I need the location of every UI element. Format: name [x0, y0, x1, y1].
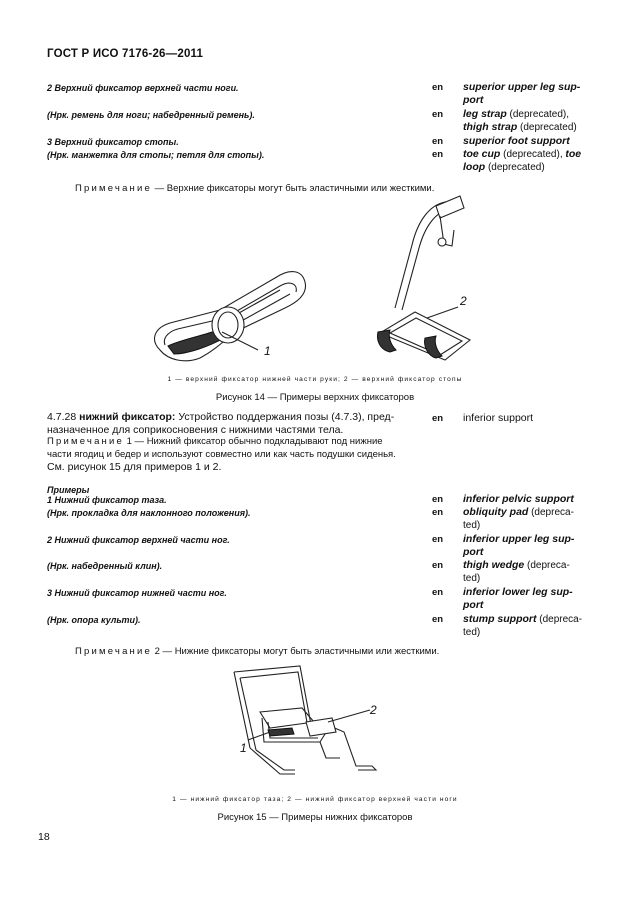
term-en: [463, 81, 585, 107]
deprecated-note: ted): [463, 627, 481, 638]
term-lang: en: [432, 109, 444, 120]
term-ru: (Нрк. набедренный клин).: [47, 561, 163, 571]
term-lang: en: [432, 149, 444, 160]
term-en: [463, 533, 585, 559]
english-term: port: [463, 546, 484, 558]
figure-15-caption: Рисунок 15 — Примеры нижних фиксаторов: [217, 812, 413, 823]
english-term: inferior upper leg sup-: [463, 533, 575, 545]
section-note-line-1: [47, 436, 417, 449]
deprecated-note: (deprecated),: [506, 109, 570, 120]
term-en: [463, 613, 585, 639]
wheelchair-seat-illustration: [234, 666, 376, 774]
term-ru: 2 Верхний фиксатор верхней части ноги.: [47, 83, 239, 93]
figure-15-drawing: [220, 662, 400, 792]
section-4-7-28: [47, 411, 417, 474]
english-term: superior upper leg sup-: [463, 81, 581, 93]
term-lang: en: [432, 507, 444, 518]
english-term: toe cup: [463, 148, 501, 160]
figure-14-label-1: 1: [264, 344, 271, 358]
english-term: port: [463, 599, 484, 611]
english-term: loop: [463, 161, 486, 173]
term-en: [463, 493, 585, 506]
english-term: obliquity pad: [463, 506, 529, 518]
term-lang: en: [432, 494, 444, 505]
figure-15-label-2: 2: [370, 703, 377, 717]
deprecated-note: (deprecated),: [500, 149, 566, 160]
term-en: [463, 586, 585, 612]
note-prefix: Примечание: [47, 436, 124, 448]
section-term: нижний фиксатор:: [79, 411, 176, 423]
figure-15-label-1: 1: [240, 741, 247, 755]
term-ru: 1 Нижний фиксатор таза.: [47, 495, 167, 505]
section-lang: en: [432, 413, 444, 424]
forearm-support-illustration: [155, 272, 306, 361]
definition-text: Устройство поддержания позы (4.7.3), пред-: [175, 411, 395, 423]
figure-14-key: 1 — верхний фиксатор нижней части руки; 2 — верхний фиксатор стопы: [167, 376, 463, 383]
deprecated-note: ted): [463, 573, 481, 584]
definition-line-2: назначенное для соприкосновения с нижними частями тела.: [47, 423, 344, 436]
figure-15-key: 1 — нижний фиксатор таза; 2 — нижний фиксатор верхней части ноги: [172, 796, 458, 803]
figure-14-label-2: 2: [460, 294, 467, 308]
note-text: — Верхние фиксаторы могут быть эластичными или жесткими.: [152, 183, 435, 194]
page-number: 18: [38, 831, 50, 843]
deprecated-note: (deprecated): [517, 122, 577, 133]
english-term: thigh wedge: [463, 559, 525, 571]
term-lang: en: [432, 82, 444, 93]
section-number: 4.7.28: [47, 411, 80, 423]
section-en: inferior support: [463, 412, 534, 424]
deprecated-note: (depreca-: [528, 507, 574, 518]
term-lang: en: [432, 534, 444, 545]
note-text: 2 — Нижние фиксаторы могут быть эластичными или жесткими.: [152, 646, 440, 657]
english-term: thigh strap: [463, 121, 518, 133]
term-ru: (Нрк. ремень для ноги; набедренный ремень).: [47, 110, 255, 120]
note-prefix: Примечание: [75, 646, 152, 657]
term-ru: 3 Верхний фиксатор стопы.: [47, 137, 179, 147]
section-note-line-3: См. рисунок 15 для примеров 1 и 2.: [47, 461, 222, 474]
figure-14-drawing: [140, 190, 490, 375]
term-en: [463, 148, 585, 174]
deprecated-note: (deprecated): [485, 162, 545, 173]
section-note-line-2: части ягодиц и бедер и используют совместно или как часть подушки сиденья.: [47, 448, 396, 460]
note-2: [75, 646, 439, 658]
term-lang: en: [432, 560, 444, 571]
term-en: [463, 135, 585, 148]
term-ru: 2 Нижний фиксатор верхней части ног.: [47, 535, 230, 545]
term-ru: (Нрк. манжетка для стопы; петля для стопы).: [47, 150, 265, 160]
english-term: toe: [565, 148, 582, 160]
deprecated-note: (depreca-: [536, 614, 583, 625]
foot-support-illustration: [378, 196, 471, 360]
deprecated-note: (depreca-: [524, 560, 570, 571]
document-header: ГОСТ Р ИСО 7176-26—2011: [47, 48, 204, 60]
term-ru: (Нрк. прокладка для наклонного положения).: [47, 508, 251, 518]
term-lang: en: [432, 614, 444, 625]
english-term: inferior lower leg sup-: [463, 586, 573, 598]
term-en: [463, 559, 585, 585]
term-en: [463, 108, 585, 134]
term-lang: en: [432, 587, 444, 598]
english-term: port: [463, 94, 484, 106]
term-ru: 3 Нижний фиксатор нижней части ног.: [47, 588, 227, 598]
english-term: superior foot support: [463, 135, 570, 147]
term-ru: (Нрк. опора культи).: [47, 615, 141, 625]
examples-heading: Примеры: [47, 485, 90, 495]
deprecated-note: ted): [463, 520, 481, 531]
term-lang: en: [432, 136, 444, 147]
figure-14-caption: Рисунок 14 — Примеры верхних фиксаторов: [215, 392, 415, 403]
note-prefix: Примечание: [75, 183, 152, 194]
english-term: stump support: [463, 613, 537, 625]
english-term: leg strap: [463, 108, 507, 120]
note-text: 1 — Нижний фиксатор обычно подкладывают под нижние: [124, 436, 383, 448]
english-term: inferior pelvic support: [463, 493, 574, 505]
definition-line-1: [47, 411, 417, 424]
term-en: [463, 506, 585, 532]
